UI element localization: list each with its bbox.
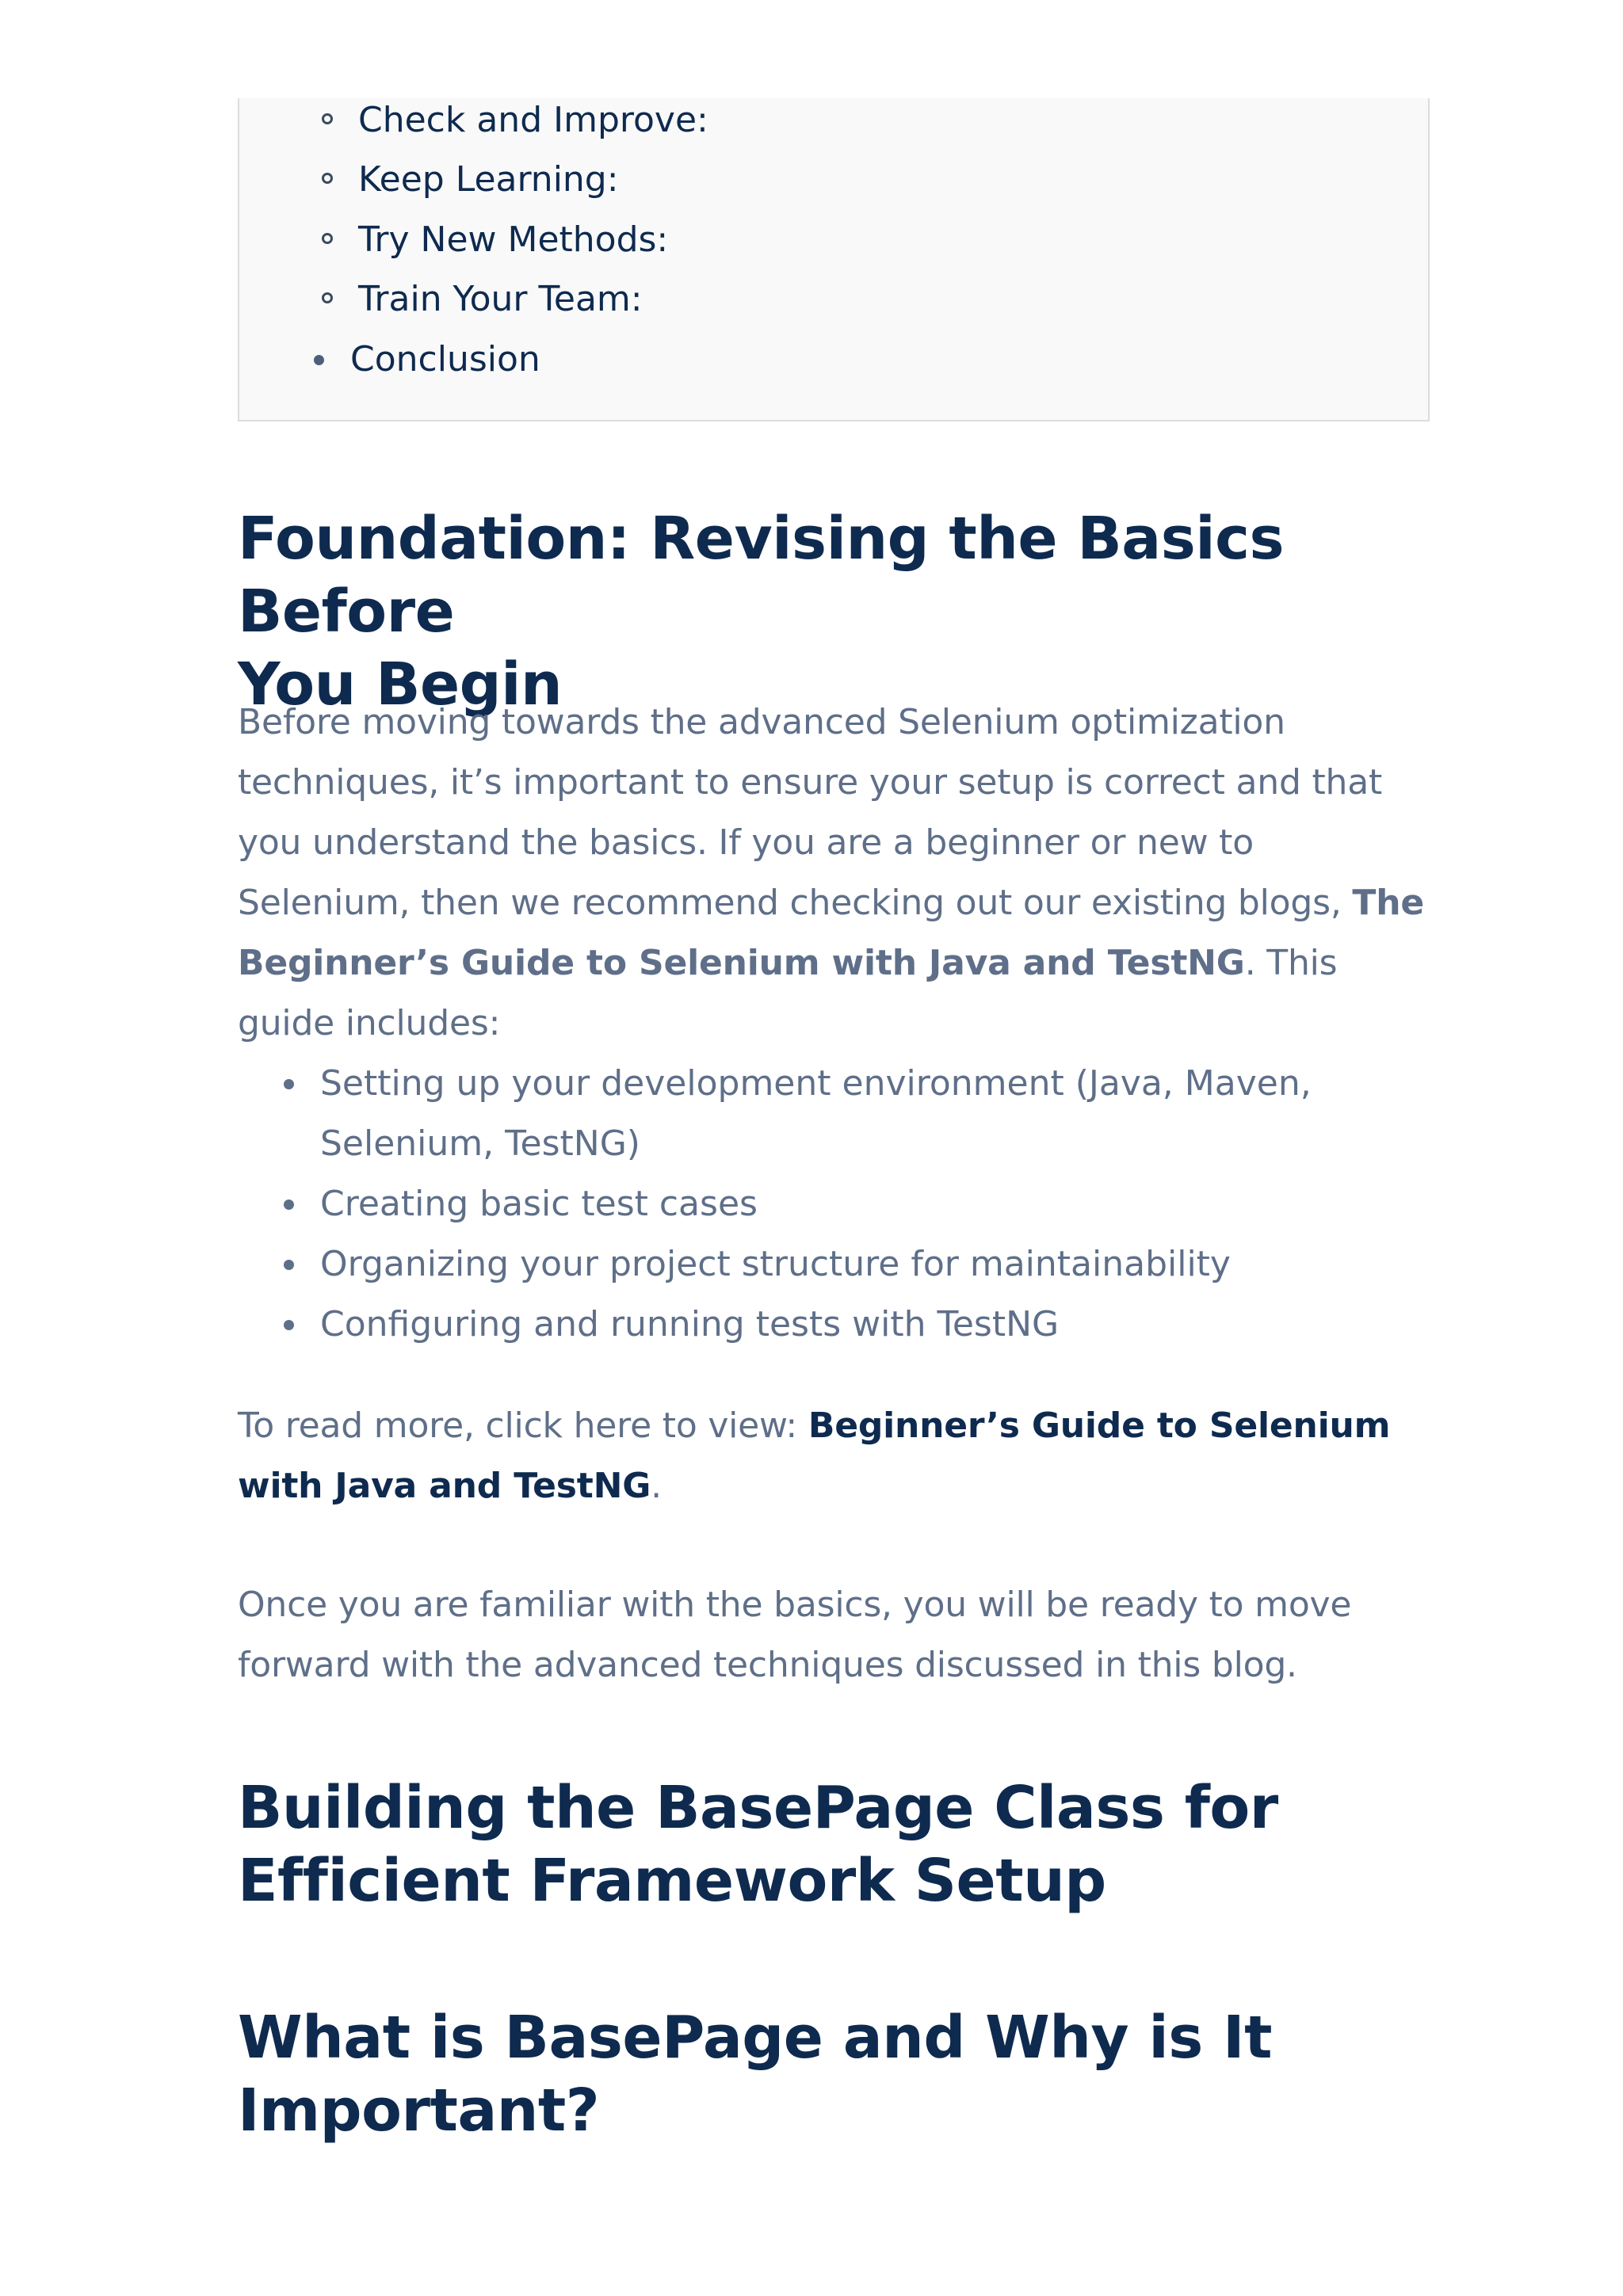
list-item-text: Organizing your project structure for maintainability xyxy=(320,1244,1231,1284)
beginners-guide-link[interactable]: Beginner’s Guide to Selenium with Java and TestNG xyxy=(238,1405,1391,1506)
section-heading-what-is-basepage xyxy=(238,2001,1433,2147)
bullet-icon xyxy=(284,1260,294,1270)
heading-line: Building the BasePage Class for xyxy=(238,1774,1278,1842)
circle-bullet-icon xyxy=(322,173,333,184)
heading-line: You Begin xyxy=(238,650,563,719)
toc-item-label[interactable]: Train Your Team: xyxy=(358,279,643,319)
list-item-text: Setting up your development environment (Java, Maven, Selenium, TestNG) xyxy=(320,1063,1312,1164)
section-heading-basepage xyxy=(238,1772,1433,1917)
toc-item-label[interactable]: Check and Improve: xyxy=(358,100,708,140)
section-heading-foundation xyxy=(238,502,1433,721)
bullet-icon xyxy=(284,1320,294,1330)
heading-line: Efficient Framework Setup xyxy=(238,1847,1106,1915)
toc-item[interactable] xyxy=(358,98,708,143)
circle-bullet-icon xyxy=(322,292,333,303)
toc-item-label[interactable]: Conclusion xyxy=(350,339,540,379)
heading-line: Important? xyxy=(238,2077,600,2145)
closing-paragraph xyxy=(238,1575,1433,1695)
intro-text: Before moving towards the advanced Selenium optimization techniques, it’s important to ensure your setup is correct and that you understand the basics. If you are a beginner or new to Selenium, then we recommend checking out our existing blogs, xyxy=(238,702,1383,923)
heading-line: Foundation: Revising the Basics Before xyxy=(238,505,1285,646)
table-of-contents xyxy=(238,98,1430,421)
bullet-icon xyxy=(284,1199,294,1210)
toc-item-conclusion[interactable] xyxy=(350,338,540,382)
read-more-paragraph xyxy=(238,1396,1433,1516)
closing-text: Once you are familiar with the basics, you will be ready to move forward with the advanced techniques discussed in this blog. xyxy=(238,1585,1352,1685)
list-item-text: Creating basic test cases xyxy=(320,1184,758,1224)
toc-item[interactable] xyxy=(358,158,619,202)
bullet-icon xyxy=(314,355,324,365)
read-more-prefix: To read more, click here to view: xyxy=(238,1405,808,1446)
toc-item[interactable] xyxy=(358,277,643,322)
toc-item-label[interactable]: Keep Learning: xyxy=(358,159,619,200)
list-item xyxy=(320,1295,1430,1355)
list-item-text: Configuring and running tests with TestNG xyxy=(320,1304,1060,1344)
intro-paragraph xyxy=(238,692,1433,1054)
circle-bullet-icon xyxy=(322,233,333,244)
read-more-suffix: . xyxy=(651,1466,662,1506)
list-item xyxy=(320,1174,1430,1234)
list-item xyxy=(320,1234,1430,1295)
toc-item[interactable] xyxy=(358,218,668,262)
guide-title-bold: The Beginner’s Guide to Selenium with Java and TestNG xyxy=(238,883,1424,983)
list-item xyxy=(320,1054,1430,1174)
guide-includes-list xyxy=(320,1054,1430,1355)
toc-item-label[interactable]: Try New Methods: xyxy=(358,219,669,260)
intro-text-end: . This guide includes: xyxy=(238,943,1338,1043)
bullet-icon xyxy=(284,1079,294,1089)
heading-line: What is BasePage and Why is It xyxy=(238,2004,1272,2072)
circle-bullet-icon xyxy=(322,113,333,124)
